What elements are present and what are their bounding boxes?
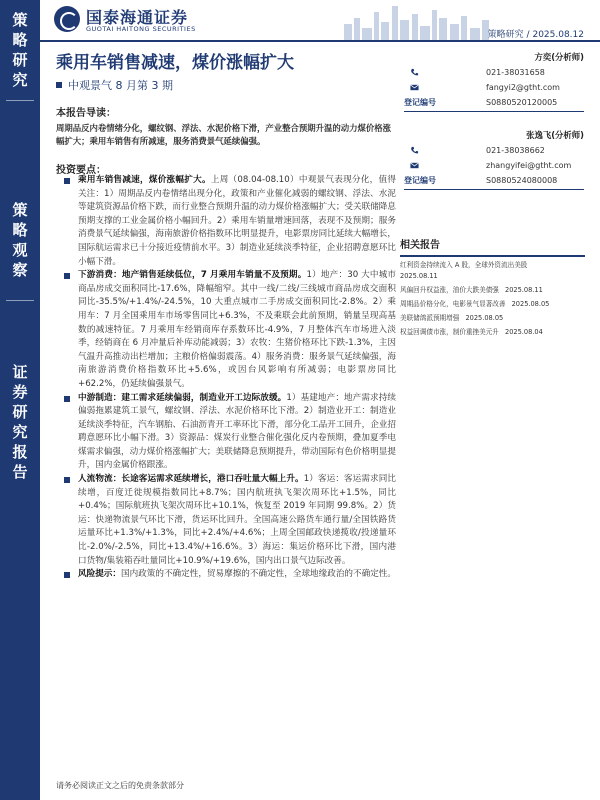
analyst-reg-no: S0880524080008 [486,176,558,185]
related-title: 周期品价格分化，电影景气显著改善 [400,300,506,308]
side-char: 证 [12,363,28,381]
header-divider [40,40,600,42]
square-bullet-icon [64,178,70,184]
related-report-link[interactable] [400,324,585,338]
analyst-email[interactable]: fangyi2@gtht.com [486,83,560,92]
side-char: 观 [12,241,28,259]
side-char: 究 [12,423,28,441]
related-heading: 相关报告 [400,236,585,257]
analyst-email-row [404,158,584,173]
reg-label: 登记编号 [404,98,436,107]
side-char: 研 [12,403,28,421]
guide-body: 周期品反内卷情绪分化，螺纹钢、浮法、水泥价格下滑，产业整合预期升温的动力煤价格涨幅扩大；乘用车销售有所减速，服务消费景气延续偏强。 [56,123,391,146]
list-item [60,568,396,582]
side-label-strategy-observation [0,200,40,280]
side-divider [6,300,34,301]
list-item [60,174,396,269]
side-char: 告 [12,463,28,481]
analyst-email-row [404,80,584,95]
analyst-phone-row [404,143,584,158]
investment-heading: 投资要点： [56,165,106,176]
analyst-phone-row [404,65,584,80]
report-date: 2025.08.12 [532,30,584,40]
report-type: 策略研究 [487,30,524,40]
list-item [60,269,396,391]
related-title: 红利资金持续流入 A 股，全球外资流出美股 [400,261,528,269]
side-label-securities-report [0,362,40,482]
related-date: 2025.08.05 [511,300,550,308]
related-report-link[interactable] [400,282,585,296]
bullet-body: 上周（08.04-08.10）中观景气表现分化，值得关注：1）周期品反内卷情绪出现分化，政策和产业催化减弱的螺纹钢、浮法、水泥等建筑资源品价格下跌，而行业整合预期升温的动力煤价格涨幅扩大；受关联储降息预期支撑的工业金属价格小幅回升。2）乘用车销量增速回落，表现不及预期；服务消费景气延续偏强，海南旅游价格指数环比明显提升，电影票房同比延续大幅增长，国际航运需求已十分接近疫情前水平。3）制造业延续淡季特征，企业招聘意愿环比小幅下滑。 [78,175,396,267]
bullet-body: 国内政策的不确定性，贸易摩擦的不确定性，全球地缘政治的不确定性。 [120,569,396,580]
email-icon [410,161,419,170]
phone-icon [410,146,419,155]
related-report-link[interactable] [400,257,585,282]
square-bullet-icon [64,477,70,483]
guide-heading: 本报告导读： [56,108,116,119]
related-date: 2025.08.11 [505,286,543,294]
side-divider [6,100,34,101]
related-title: 权益回调债市涨，制价重挫美元升 [400,328,499,336]
related-date: 2025.08.04 [505,328,543,336]
analyst-divider [404,111,584,112]
analyst-card [404,128,584,190]
analyst-name: 方奕(分析师) [534,52,584,62]
subtitle-text: 中观景气 8 月第 3 期 [68,79,173,92]
city-skyline-icon [340,0,500,40]
analyst-phone: 021-38038662 [486,146,545,155]
analyst-card [404,50,584,112]
side-char: 略 [12,31,28,49]
side-char: 券 [12,383,28,401]
side-char: 研 [12,51,28,69]
related-title: 风偏回升权益涨，油价大跌美债强 [400,286,499,294]
bullet-heading: 下游消费：地产销售延续低位，7 月乘用车销量不及预期。 [78,270,307,281]
meta-separator: / [526,30,530,40]
related-date: 2025.08.05 [465,314,504,322]
side-char: 策 [12,11,28,29]
side-char: 报 [12,443,28,461]
logo-name-cn: 国泰海通证券 [86,8,189,27]
disclaimer-footer: 请务必阅读正文之后的免责条款部分 [56,781,184,790]
company-logo-icon [54,6,80,32]
analyst-name: 张逸飞(分析师) [526,130,584,140]
analyst-panel [404,50,584,190]
square-bullet-icon [64,572,70,578]
analyst-email[interactable]: zhangyifei@gtht.com [486,161,572,170]
bullet-heading: 乘用车销售减速，煤价涨幅扩大。 [78,175,211,185]
square-bullet-icon [56,82,62,88]
related-date: 2025.08.11 [400,272,438,280]
square-bullet-icon [64,396,70,402]
bullet-heading: 中游制造：建工需求延续偏弱，制造业开工边际放缓。 [78,392,287,403]
side-char: 策 [12,201,28,219]
bullet-body: 1）地产：30 大中城市商品房成交面积同比-17.6%，降幅缩窄。其中一线/二线/三线城市商品房成交面积同比-35.5%/+1.4%/-24.5%，10 大重点城市二手房成交面积同比-2.8%。2）乘用车：7 月全国乘用车市场零售同比+6.3%，不及乘联会此前预期，销量呈现高基数的减速特征。7 月乘用车经销商库存系数环比-4.9%，7 月整体汽车市场进入淡季，经销商在 6 月冲量后补库动能减弱；3）农牧：生猪价格环比下跌-1.3%，主因气温升高推动出栏增加；主粮价格偏弱震荡。4）服务消费：服务景气延续偏强，海南旅游消费价格指数环比+5.6%，或因台风影响有所减弱；电影票房同比+62.2%，仍延续偏强景气。 [78,270,396,389]
analyst-reg-row [404,95,584,110]
side-char: 究 [12,71,28,89]
square-bullet-icon [64,273,70,279]
related-report-link[interactable] [400,296,585,310]
bullet-heading: 风险提示： [78,569,121,580]
report-meta [488,27,584,40]
related-title: 美联储鸽派预期增强 [400,314,460,322]
side-char: 略 [12,221,28,239]
analyst-phone: 021-38031658 [486,68,545,77]
related-report-link[interactable] [400,310,585,324]
list-item [60,473,396,568]
side-label-strategy-research [0,10,40,90]
phone-icon [410,68,419,77]
side-char: 察 [12,261,28,279]
related-reports [400,236,585,338]
email-icon [410,83,419,92]
analyst-reg-row [404,173,584,188]
logo-name-en: GUOTAI HAITONG SECURITIES [86,25,196,33]
bullet-body: 1）基建地产：地产需求持续偏弱拖累建筑工景气，螺纹钢、浮法、水泥价格环比下滑。2）制造业开工：制造业延续淡季特征，汽车钢胎、石油沥青开工率环比下滑，部分化工品开工回升，企业招聘意愿环比小幅下滑。3）资源品：煤炭行业整合催化强化反内卷预期，叠加夏季电煤需求偏强，动力煤价格涨幅扩大；美联储降息预期提升，带动国际有色价格明显提升，国内金属价格跟涨。 [78,392,396,471]
bullet-body: 1）客运：客运需求同比续增，百度迁徙规模指数同比+8.7%；国内航班执飞架次周环比+1.5%，同比+0.4%；国际航班执飞架次周环比+10.1%，恢复至 2019 年同期 99.8%。2）货运：快递物流景气环比下滑，货运环比回升。全国高速公路货车通行量/全国铁路货运量环比+1.3%/+1.3%，同比+2.4%/+4.6%；上周全国邮政快递揽收/投递量环比-2.0%/-2.5%，同比+13.4%/+16.6%。3）海运：集运价格环比下滑，国内港口货物/集装箱吞吐量同比+10.9%/+19.6%，国内出口景气边际改善。 [78,474,396,566]
bullet-heading: 人流物流：长途客运需求延续增长，港口吞吐量大幅上升。 [78,474,304,485]
investment-bullets [60,174,396,582]
list-item [60,392,396,474]
analyst-divider [404,189,584,190]
report-title: 乘用车销售减速，煤价涨幅扩大 [56,53,294,73]
report-subtitle [56,77,173,93]
reg-label: 登记编号 [404,176,436,185]
page-header [40,0,600,40]
analyst-reg-no: S0880520120005 [486,98,558,107]
